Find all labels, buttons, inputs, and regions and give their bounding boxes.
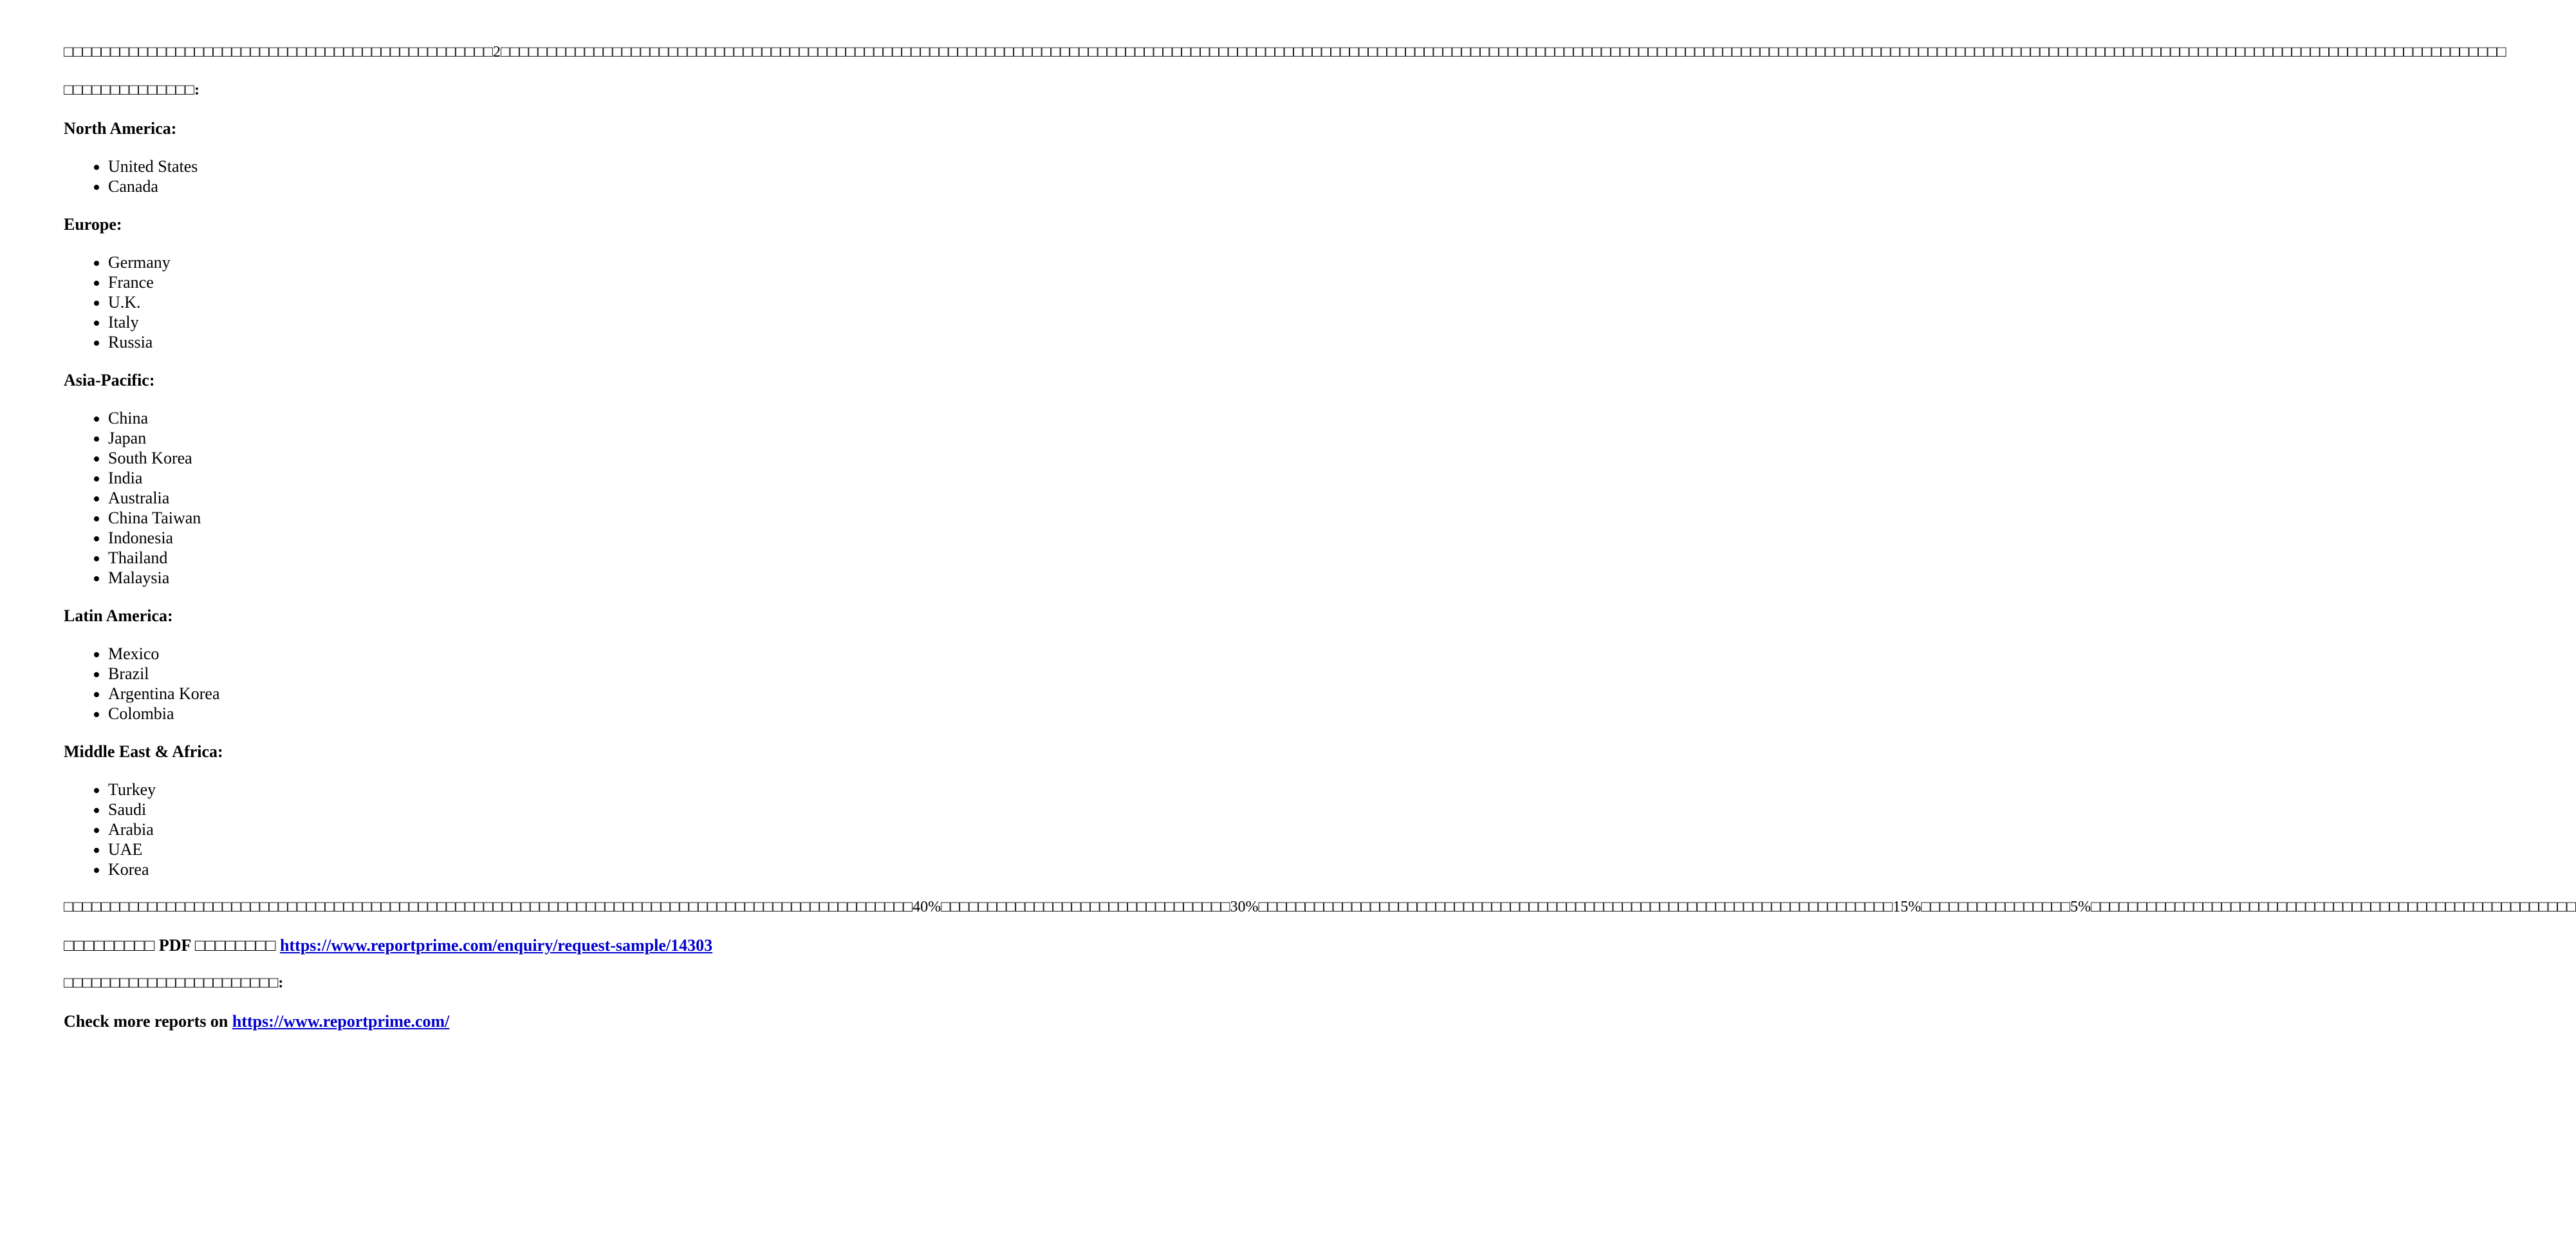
- list-item: • Thailand: [108, 548, 822, 568]
- region-title-latin-america: Latin America:: [64, 606, 173, 625]
- more-reports-line: [64, 1011, 822, 1031]
- list-item: • Australia: [108, 488, 822, 508]
- list-item: • South Korea: [108, 448, 822, 468]
- sample-request-label: □□□□□□□□□ PDF □□□□□□□□: [64, 936, 276, 955]
- country-list-europe: [64, 252, 822, 352]
- list-item: • Brazil: [108, 664, 822, 684]
- list-item: • Germany: [108, 252, 822, 272]
- list-item: • Indonesia: [108, 528, 822, 548]
- country-list-north-america: [64, 156, 822, 196]
- market-share-paragraph: □□□□□□□□□□□□□□□□□□□□□□□□□□□□□□□□□□□□□□□□□□□□□□□□□□□□□□□□□□□□□□□□□□□□□□□□□□□□□□□□□□□□□□□□□□□40%□□□□□□□□□□□□□□□□□□□□□□□□□□□□□□□30%□□□□□□□□□□□□□□□□□□□□□□□□□□□□□□□□□□□□□□□□□□□□□□□□□□□□□□□□□□□□□□□□□□□□15%□□□□□□□□□□□□□□□□5%□□□□□□□□□□□□□□□□□□□□□□□□□□□□□□□□□□□□□□□□□□□□□□□□□□□□: [64, 899, 2576, 915]
- list-item: • Korea: [108, 859, 822, 879]
- more-reports-label: Check more reports on: [64, 1012, 228, 1031]
- list-item: • United States: [108, 156, 822, 176]
- sample-request-link[interactable]: https://www.reportprime.com/enquiry/request-sample/14303: [280, 936, 713, 955]
- list-item: • Russia: [108, 332, 822, 352]
- list-item: • India: [108, 468, 822, 488]
- more-reports-link[interactable]: https://www.reportprime.com/: [232, 1012, 450, 1031]
- document-page: [64, 42, 2576, 1031]
- list-item: • Malaysia: [108, 568, 822, 588]
- region-title-middle-east-africa: Middle East & Africa:: [64, 742, 223, 761]
- list-item: • Japan: [108, 428, 822, 448]
- region-title-north-america: North America:: [64, 119, 177, 138]
- intro-paragraph: □□□□□□□□□□□□□□□□□□□□□□□□□□□□□□□□□□□□□□□□□□□□□□2□□□□□□□□□□□□□□□□□□□□□□□□□□□□□□□□□□□□□□□□□□□□□□□□□□□□□□□□□□□□□□□□□□□□□□□□□□□□□□□□□□□□□□□□□□□□□□□□□□□□□□□□□□□□□□□□□□□□□□□□□□□□□□□□□□□□□□□□□□□□□□□□□□□□□□□□□□□□□□□□□□□□□□□□□□□□□□□□□□□□□□□□□□□□□□□□□□□□□□□□□□□□□□□□□□□□□□□: [64, 44, 2507, 61]
- list-item: • Italy: [108, 312, 822, 332]
- list-item: • Arabia: [108, 819, 822, 839]
- region-title-europe: Europe:: [64, 215, 122, 234]
- list-item: • Saudi: [108, 800, 822, 819]
- list-item: • Turkey: [108, 780, 822, 800]
- list-item: • Canada: [108, 176, 822, 196]
- list-item: • China: [108, 408, 822, 428]
- list-item: • China Taiwan: [108, 508, 822, 528]
- country-list-middle-east-africa: [64, 780, 822, 879]
- companies-heading: □□□□□□□□□□□□□□□□□□□□□□□:: [64, 975, 284, 991]
- regions-heading: □□□□□□□□□□□□□□:: [64, 82, 199, 98]
- region-title-asia-pacific: Asia-Pacific:: [64, 371, 155, 389]
- list-item: • Mexico: [108, 644, 822, 664]
- country-list-latin-america: [64, 644, 822, 724]
- list-item: • Colombia: [108, 704, 822, 724]
- list-item: • U.K.: [108, 292, 822, 312]
- sample-request-line: [64, 935, 822, 955]
- list-item: • France: [108, 272, 822, 292]
- list-item: • Argentina Korea: [108, 684, 822, 704]
- list-item: • UAE: [108, 839, 822, 859]
- country-list-asia-pacific: [64, 408, 822, 588]
